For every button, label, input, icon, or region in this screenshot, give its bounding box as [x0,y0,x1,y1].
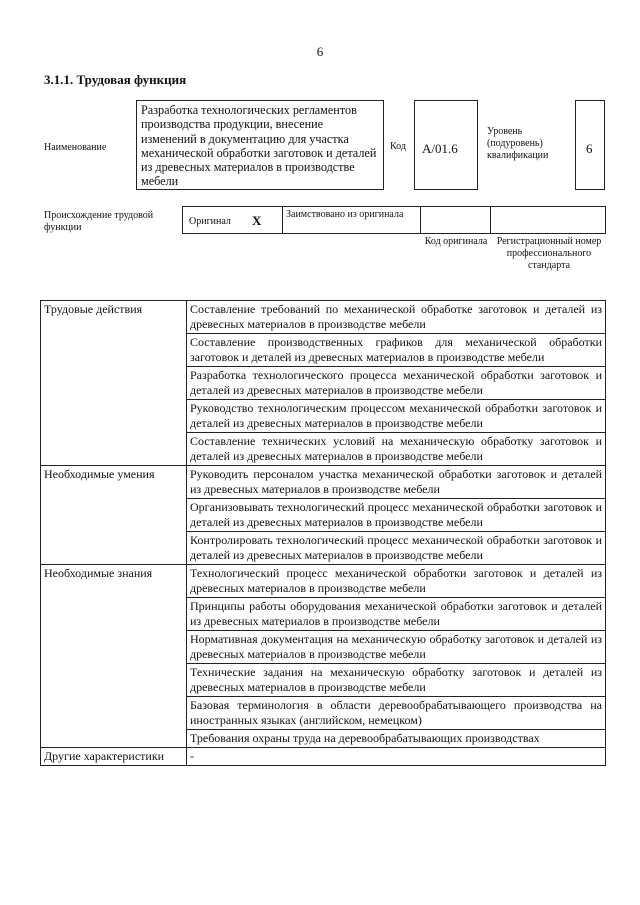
level-value: 6 [586,141,593,156]
item-cell: Руководство технологическим процессом механической обработки заготовок и деталей из древесных материалов в производстве мебели [187,400,606,433]
item-cell: Технологический процесс механической обработки заготовок и деталей из древесных материалов в производстве мебели [187,565,606,598]
table-row [41,466,606,499]
reg-number-caption: Регистрационный номер профессионального стандарта [496,236,602,271]
item-cell: Требования охраны труда на деревообрабатывающих производствах [187,730,606,748]
table-row [41,748,606,766]
item-cell: Нормативная документация на механическую обработку заготовок и деталей из древесных материалов в производстве мебели [187,631,606,664]
origin-divider-1 [282,206,283,234]
function-table-body [41,301,606,766]
item-cell: Руководить персоналом участка механической обработки заготовок и деталей из древесных материалов в производстве мебели [187,466,606,499]
page-number: 6 [316,44,324,59]
code-value: А/01.6 [422,141,458,156]
category-cell: Необходимые знания [41,565,187,748]
table-row [41,565,606,598]
item-cell: Составление производственных графиков для механической обработки заготовок и деталей из древесных материалов в производстве мебели [187,334,606,367]
origin-divider-3 [490,206,491,234]
original-label: Оригинал [189,216,231,227]
item-cell: Контролировать технологический процесс механической обработки заготовок и деталей из древесных материалов в производстве мебели [187,532,606,565]
code-original-caption: Код оригинала [424,236,488,247]
item-cell: Составление требований по механической обработке заготовок и деталей из древесных материалов в производстве мебели [187,301,606,334]
category-cell: Необходимые умения [41,466,187,565]
code-box [414,100,478,190]
item-cell: Технические задания на механическую обработку заготовок и деталей из древесных материалов в производстве мебели [187,664,606,697]
function-table [40,300,606,766]
item-cell: Организовывать технологический процесс механической обработки заготовок и деталей из древесных материалов в производстве мебели [187,499,606,532]
section-title: 3.1.1. Трудовая функция [44,72,187,87]
item-cell: Базовая терминология в области деревообрабатывающего производства на иностранных языках (английском, немецком) [187,697,606,730]
origin-label: Происхождение трудовой функции [44,210,154,233]
origin-divider-2 [420,206,421,234]
level-box [575,100,605,190]
code-label: Код [390,141,406,152]
level-label: Уровень (подуровень) квалификации [487,126,549,161]
item-cell: Принципы работы оборудования механической обработки заготовок и деталей из древесных материалов в производстве мебели [187,598,606,631]
function-name-box: Разработка технологических регламентов производства продукции, внесение изменений в документацию для участка механической обработки заготовок и деталей из древесных материалов в производстве мебели [136,100,384,190]
item-cell: - [187,748,606,766]
original-mark: X [252,213,262,228]
borrowed-label: Заимствовано из оригинала [286,209,404,220]
item-cell: Разработка технологического процесса механической обработки заготовок и деталей из древесных материалов в производстве мебели [187,367,606,400]
table-row [41,301,606,334]
category-cell: Трудовые действия [41,301,187,466]
name-label: Наименование [44,142,107,153]
category-cell: Другие характеристики [41,748,187,766]
item-cell: Составление технических условий на механическую обработку заготовок и деталей из древесных материалов в производстве мебели [187,433,606,466]
